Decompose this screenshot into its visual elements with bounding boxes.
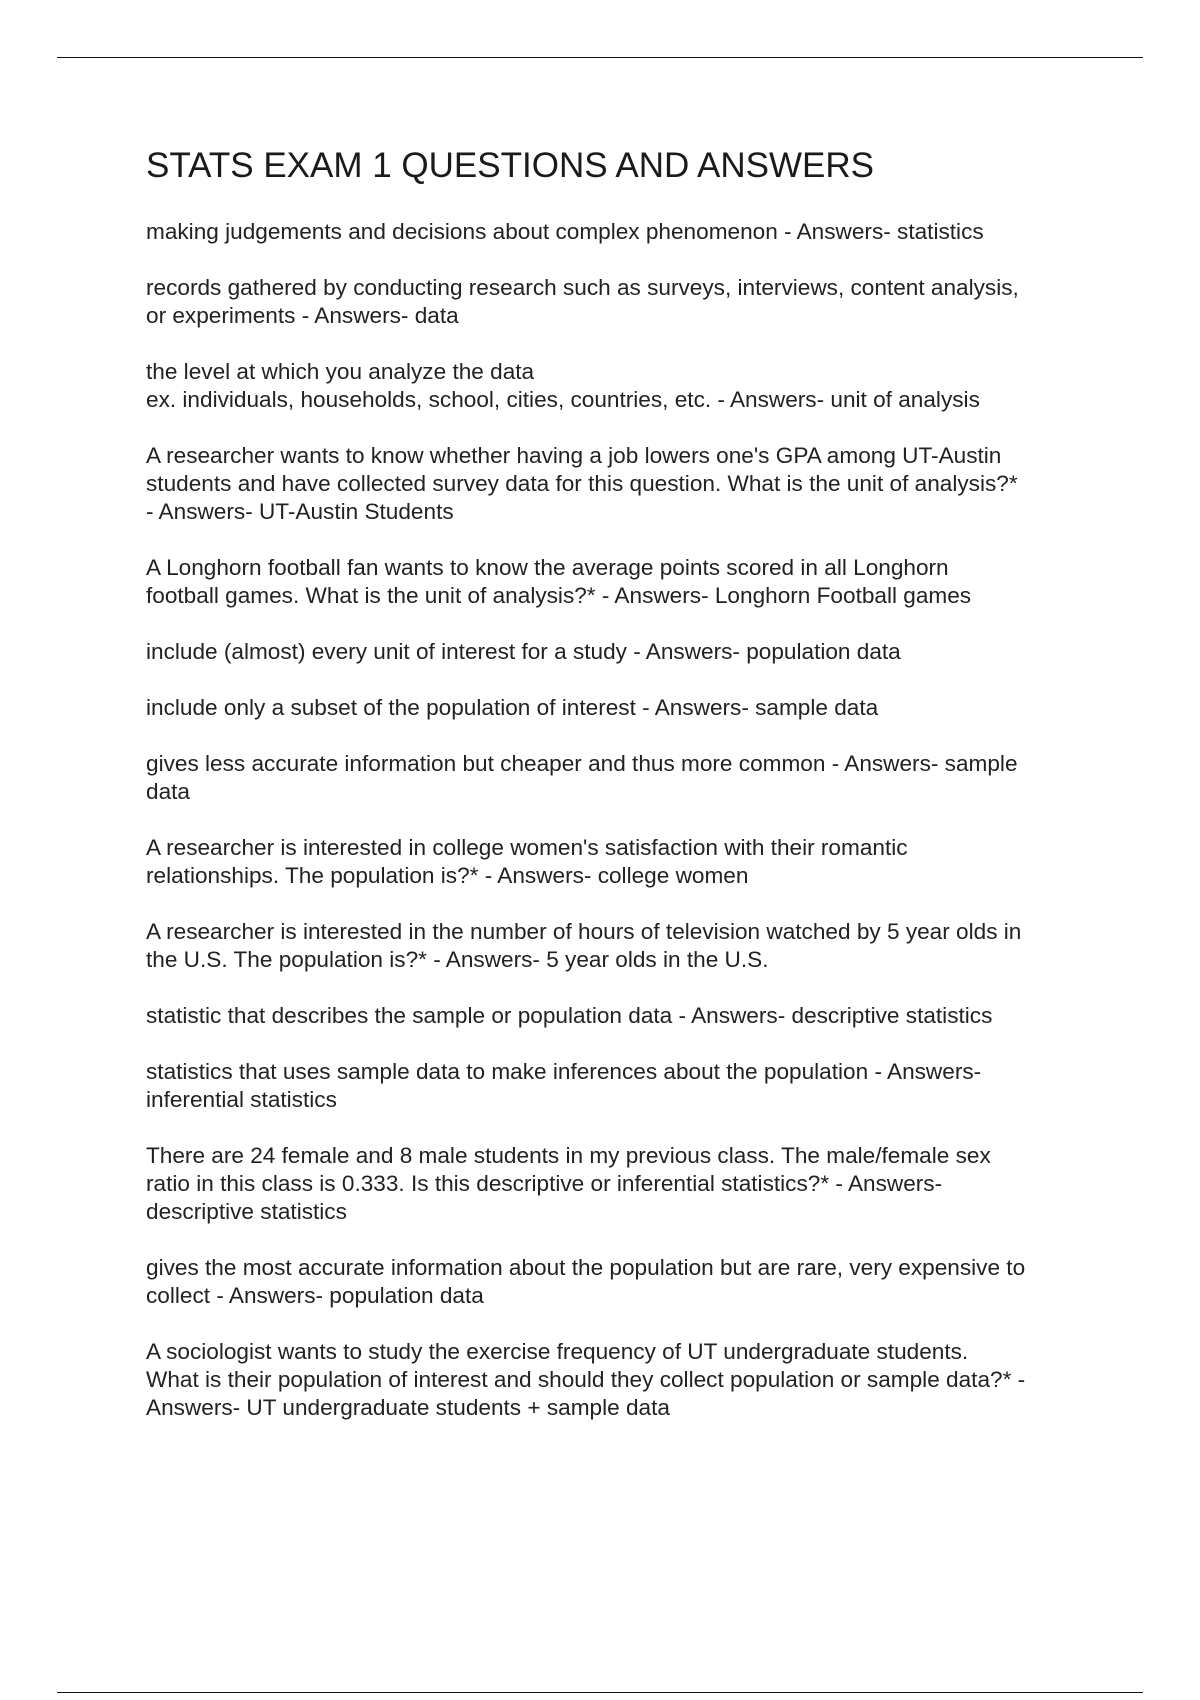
qa-entry-line: A researcher is interested in the number of hours of television watched by 5 year olds in [146, 919, 1022, 944]
qa-entry-line: What is their population of interest and should they collect population or sample data?* - [146, 1367, 1026, 1392]
qa-entry-line: relationships. The population is?* - Answers- college women [146, 863, 749, 888]
qa-entry-line: A sociologist wants to study the exercise frequency of UT undergraduate students. [146, 1339, 969, 1364]
footer-rule [57, 1692, 1143, 1693]
qa-entry [146, 1254, 1106, 1310]
qa-entry-line: gives the most accurate information about the population but are rare, very expensive to [146, 1255, 1026, 1280]
qa-entry [146, 750, 1106, 806]
qa-entry-line: records gathered by conducting research such as surveys, interviews, content analysis, [146, 275, 1019, 300]
qa-entry [146, 1338, 1106, 1422]
qa-entry-line: statistic that describes the sample or population data - Answers- descriptive statistics [146, 1003, 993, 1028]
qa-entry-line: include (almost) every unit of interest for a study - Answers- population data [146, 639, 901, 664]
qa-entry-line: or experiments - Answers- data [146, 303, 459, 328]
qa-entry-line: A Longhorn football fan wants to know the average points scored in all Longhorn [146, 555, 949, 580]
qa-entry-line: descriptive statistics [146, 1199, 347, 1224]
qa-entry [146, 1142, 1106, 1226]
qa-entry-line: Answers- UT undergraduate students + sample data [146, 1395, 670, 1420]
qa-entry-line: A researcher is interested in college women's satisfaction with their romantic [146, 835, 908, 860]
qa-entry [146, 274, 1106, 330]
qa-entry-line: ex. individuals, households, school, cities, countries, etc. - Answers- unit of analysis [146, 387, 980, 412]
qa-entry [146, 554, 1106, 610]
qa-entry [146, 1058, 1106, 1114]
qa-entry [146, 918, 1106, 974]
qa-entry-line: making judgements and decisions about complex phenomenon - Answers- statistics [146, 219, 984, 244]
qa-entry-line: There are 24 female and 8 male students in my previous class. The male/female sex [146, 1143, 991, 1168]
document-title: STATS EXAM 1 QUESTIONS AND ANSWERS [146, 146, 875, 185]
qa-entry-line: include only a subset of the population of interest - Answers- sample data [146, 695, 879, 720]
qa-entry-line: gives less accurate information but cheaper and thus more common - Answers- sample [146, 751, 1018, 776]
qa-entry [146, 218, 1106, 246]
qa-entry [146, 1002, 1106, 1030]
qa-entry-line: collect - Answers- population data [146, 1283, 484, 1308]
document-body [146, 142, 1106, 1450]
qa-entry [146, 694, 1106, 722]
qa-entry-line: the level at which you analyze the data [146, 359, 535, 384]
qa-entry-line: the U.S. The population is?* - Answers- 5 year olds in the U.S. [146, 947, 769, 972]
qa-entry-line: inferential statistics [146, 1087, 337, 1112]
header-rule [57, 57, 1143, 58]
qa-entry-line: - Answers- UT-Austin Students [146, 499, 454, 524]
qa-entry-line: football games. What is the unit of analysis?* - Answers- Longhorn Football games [146, 583, 972, 608]
qa-entry-line: statistics that uses sample data to make inferences about the population - Answers- [146, 1059, 982, 1084]
qa-entry-line: ratio in this class is 0.333. Is this descriptive or inferential statistics?* - Answers- [146, 1171, 943, 1196]
qa-list [146, 218, 1106, 1422]
qa-entry-line: data [146, 779, 190, 804]
qa-entry [146, 358, 1106, 414]
qa-entry [146, 442, 1106, 526]
qa-entry-line: A researcher wants to know whether having a job lowers one's GPA among UT-Austin [146, 443, 1002, 468]
qa-entry-line: students and have collected survey data for this question. What is the unit of analysis?* [146, 471, 1018, 496]
qa-entry [146, 638, 1106, 666]
qa-entry [146, 834, 1106, 890]
